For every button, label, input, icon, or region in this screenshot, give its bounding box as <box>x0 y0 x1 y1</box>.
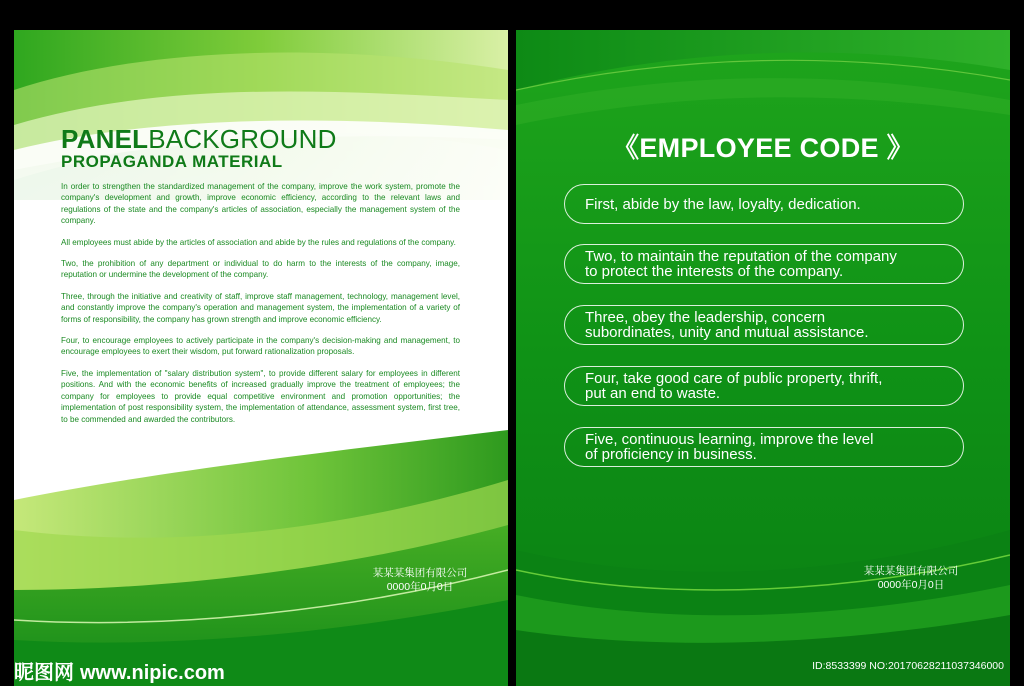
right-panel <box>516 30 1010 686</box>
nipic-site: www.nipic.com <box>80 662 225 684</box>
footer-company: 某某某集团有限公司 <box>863 565 959 577</box>
paragraph: Four, to encourage employees to actively participate in the company's decision-making and management, to encourage employees to exert their wisdom, put forward rationalization proposals. <box>61 336 460 357</box>
panel-title-light: BACKGROUND <box>148 124 337 154</box>
rule-box-4 <box>564 366 964 406</box>
rule-line: Three, obey the leadership, concern <box>585 309 826 326</box>
nipic-logo-text: 昵图网 <box>14 662 74 684</box>
rule-line: Two, to maintain the reputation of the company <box>585 248 897 265</box>
paragraph: Two, the prohibition of any department or individual to do harm to the interests of the company, image, reputation or undermine the development of the company. <box>61 259 460 280</box>
paragraph: In order to strengthen the standardized management of the company, improve the work system, promote the company's development and growth, improve economic efficiency, according to the relevant laws and regulations of the state and the company's articles of association, especially the management system of the company. <box>61 182 460 226</box>
rule-box-2 <box>564 244 964 284</box>
nipic-watermark <box>14 656 225 685</box>
panel-subtitle: PROPAGANDA MATERIAL <box>61 152 283 171</box>
paragraph: Five, the implementation of "salary distribution system", to provide different salary for employees in different positions. And with the economic benefits of increased gradually improve the treatment of employees; the company for employees to provide equal competitive environment and promotion opportunities; the implementation of post responsibility system, the implementation of attendance, assessment system, first tree, to be commended and awarded the contributors. <box>61 368 460 424</box>
left-panel <box>14 30 508 686</box>
body-text <box>61 181 460 435</box>
left-footer <box>358 566 482 594</box>
rule-line: Five, continuous learning, improve the level <box>585 431 874 448</box>
rule-line: of proficiency in business. <box>585 446 757 463</box>
paragraph: All employees must abide by the articles of association and abide by the rules and regulations of the company. <box>61 237 456 247</box>
panel-title <box>61 125 337 153</box>
employee-code-title: 《EMPLOYEE CODE 》 <box>612 133 914 163</box>
rule-box-5 <box>564 427 964 467</box>
panel-title-bold: PANEL <box>61 124 149 154</box>
rule-line: put an end to waste. <box>585 385 721 402</box>
rule-line: subordinates, unity and mutual assistance. <box>585 324 869 341</box>
rule-line: Four, take good care of public property, thrift, <box>585 370 883 387</box>
rule-line: First, abide by the law, loyalty, dedication. <box>585 195 861 213</box>
footer-date: 0000年0月0日 <box>877 579 945 591</box>
right-footer <box>846 564 976 592</box>
image-id-watermark: ID:8533399 NO:20170628211037346000 <box>812 660 1004 672</box>
rule-box-3 <box>564 305 964 345</box>
paragraph: Three, through the initiative and creativity of staff, improve staff management, technology, management level, and constantly improve the company's operation and management system, the implementation of a variety of forms of responsibility, the company has grown strength and improve economic efficiency. <box>61 291 460 324</box>
footer-date: 0000年0月0日 <box>386 581 454 593</box>
rule-box-1 <box>564 184 964 224</box>
rule-line: to protect the interests of the company. <box>585 263 844 280</box>
footer-company: 某某某集团有限公司 <box>372 567 468 579</box>
